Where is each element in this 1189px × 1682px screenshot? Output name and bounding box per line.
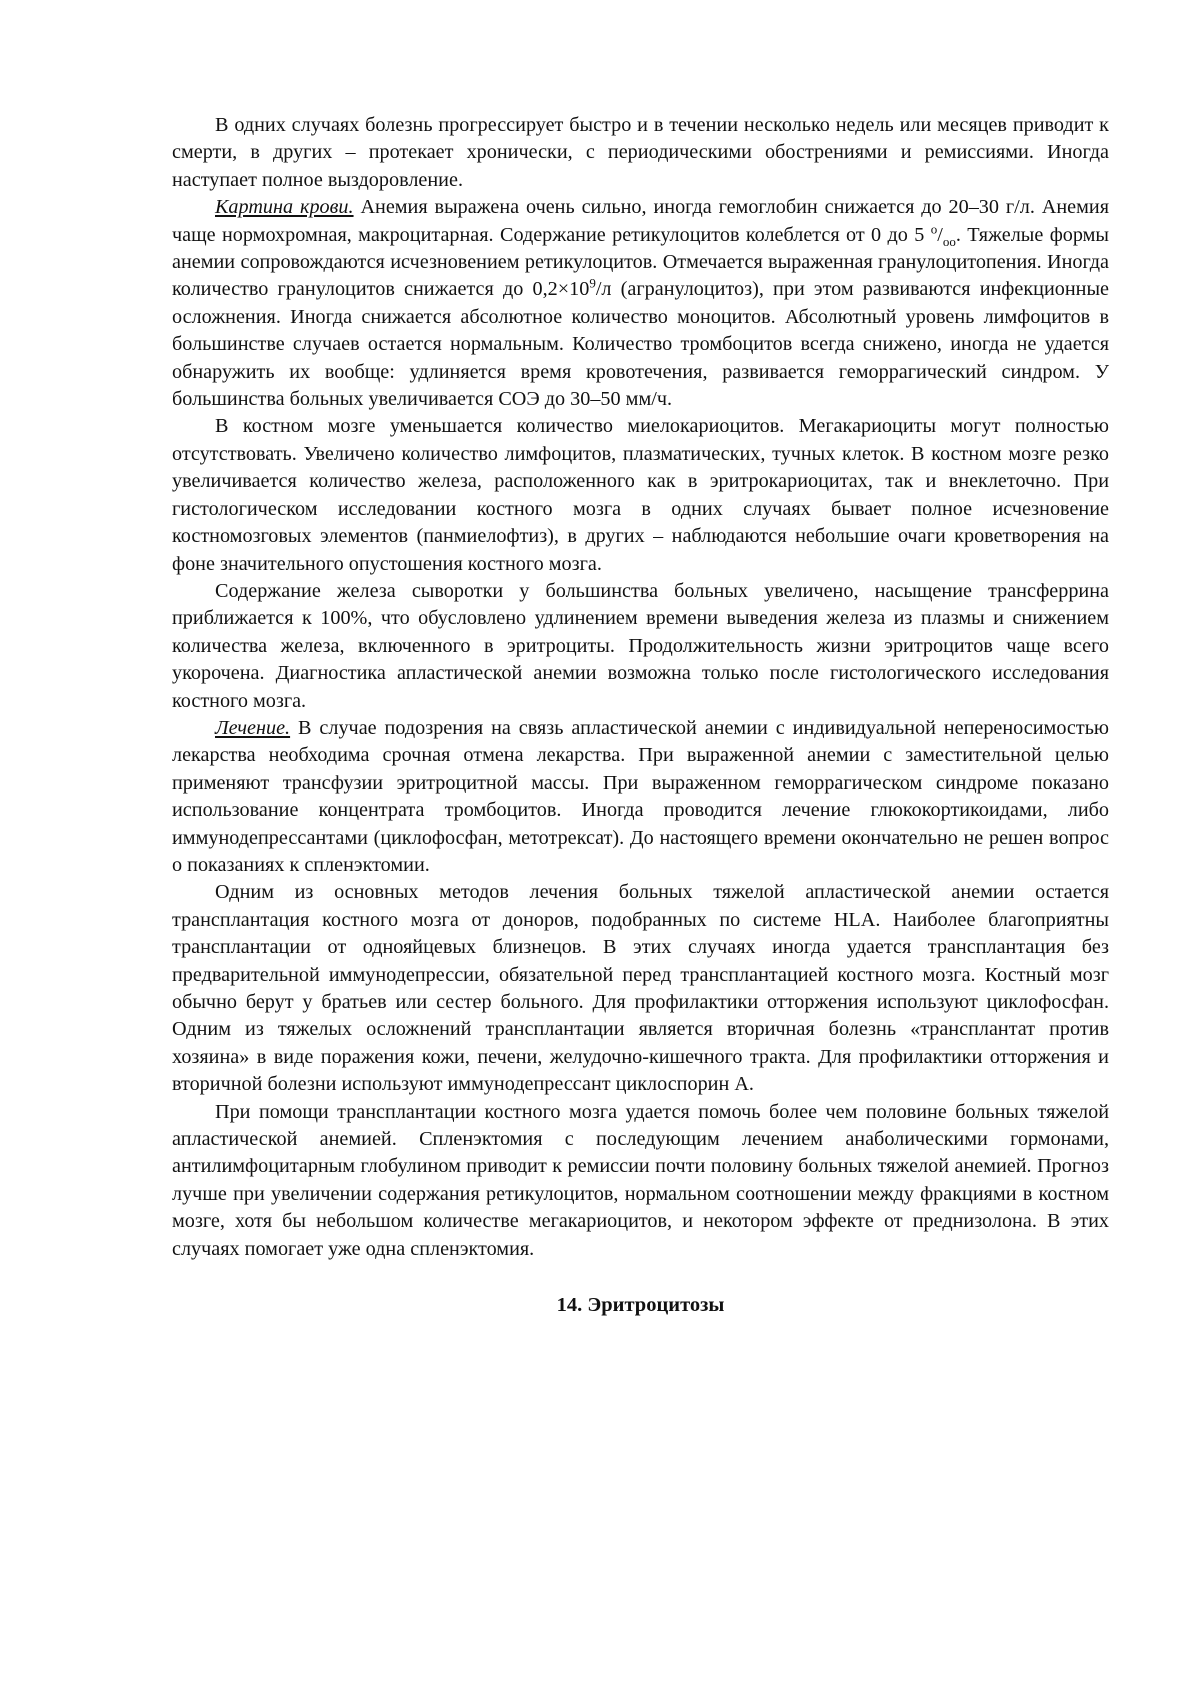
section-heading: 14. Эритроцитозы bbox=[556, 1294, 725, 1317]
paragraph-serum-iron bbox=[172, 578, 1109, 715]
paragraph-text: . Тяжелые формы анемии сопровождаются исчезновением ретикулоцитов. Отмечается выраженная гранулоцитопения. Иногда количество гранулоцитов снижается до 0,2×10 bbox=[172, 223, 1109, 301]
paragraph-prognosis bbox=[172, 112, 1109, 194]
paragraph-text: В одних случаях болезнь прогрессирует быстро и в течении несколько недель или месяцев приводит к смерти, в других – протекает хронически, с периодическими обострениями и ремиссиями. Иногда наступает полное выздоровление. bbox=[172, 114, 1109, 191]
paragraph-outcome bbox=[172, 1099, 1109, 1263]
lead-treatment: Лечение. bbox=[215, 716, 291, 739]
paragraph-text: Одним из основных методов лечения больных тяжелой апластической анемии остается трансплантация костного мозга от доноров, подобранных по системе HLA. Наиболее благоприятны трансплантации от однояйцевых близнецов. В этих случаях иногда удается трансплантация без предварительной иммунодепрессии, обязательной перед трансплантацией костного мозга. Костный мозг обычно берут у братьев или сестер больного. Для профилактики отторжения используют циклофосфан. Одним из тяжелых осложнений трансплантации является вторичная болезнь «трансплантат против хозяина» в виде поражения кожи, печени, желудочно-кишечного тракта. Для профилактики отторжения и вторичной болезни используют иммунодепрессант циклоспорин А. bbox=[172, 881, 1109, 1096]
lead-blood-picture: Картина крови. bbox=[215, 196, 354, 219]
paragraph-text: Анемия выражена очень сильно, иногда гемоглобин снижается до 20–30 г/л. Анемия чаще нормохромная, макроцитарная. Содержание ретикулоцитов колеблется от 0 до 5 bbox=[172, 196, 1109, 246]
exponent: 9 bbox=[589, 275, 596, 291]
paragraph-treatment bbox=[172, 715, 1109, 879]
permille-slash: / bbox=[937, 223, 943, 246]
permille-sub: оо bbox=[942, 233, 956, 249]
permille-sup: о bbox=[930, 220, 938, 236]
paragraph-transplant bbox=[172, 879, 1109, 1098]
paragraph-blood-picture bbox=[172, 194, 1109, 413]
paragraph-text: /л (агранулоцитоз), при этом развиваются инфекционные осложнения. Иногда снижается абсолютное количество моноцитов. Абсолютный уровень лимфоцитов в большинстве случаев остается нормальным. Количество тромбоцитов всегда снижено, иногда не удается обнаружить их вообще: удлиняется время кровотечения, развивается геморрагический синдром. У большинства больных увеличивается СОЭ до 30–50 мм/ч. bbox=[172, 278, 1109, 411]
body-text bbox=[172, 112, 1109, 1263]
paragraph-text: В костном мозге уменьшается количество миелокариоцитов. Мегакариоциты могут полностью отсутствовать. Увеличено количество лимфоцитов, плазматических, тучных клеток. В костном мозге резко увеличивается количество железа, расположенного как в эритрокариоцитах, так и внеклеточно. При гистологическом исследовании костного мозга в одних случаях бывает полное исчезновение костномозговых элементов (панмиелофтиз), в других – наблюдаются небольшие очаги кроветворения на фоне значительного опустошения костного мозга. bbox=[172, 415, 1109, 575]
paragraph-text: Содержание железа сыворотки у большинства больных увеличено, насыщение трансферрина приближается к 100%, что обусловлено удлинением времени выведения железа из плазмы и снижением количества железа, включенного в эритроциты. Продолжительность жизни эритроцитов чаще всего укорочена. Диагностика апластической анемии возможна только после гистологического исследования костного мозга. bbox=[172, 579, 1109, 712]
paragraph-bone-marrow bbox=[172, 413, 1109, 577]
paragraph-text: В случае подозрения на связь апластической анемии с индивидуальной непереносимостью лекарства необходима срочная отмена лекарства. При выраженной анемии с заместительной целью применяют трансфузии эритроцитной массы. При выраженном геморрагическом синдроме показано использование концентрата тромбоцитов. Иногда проводится лечение глюкокортикоидами, либо иммунодепрессантами (циклофосфан, метотрексат). До настоящего времени окончательно не решен вопрос о показаниях к спленэктомии. bbox=[172, 716, 1109, 876]
paragraph-text: При помощи трансплантации костного мозга удается помочь более чем половине больных тяжелой апластической анемией. Спленэктомия с последующим лечением анаболическими гормонами, антилимфоцитарным глобулином приводит к ремиссии почти половину больных тяжелой анемией. Прогноз лучше при увеличении содержания ретикулоцитов, нормальном соотношении между фракциями в костном мозге, хотя бы небольшом количестве мегакариоцитов, и некотором эффекте от преднизолона. В этих случаях помогает уже одна спленэктомия. bbox=[172, 1100, 1109, 1260]
